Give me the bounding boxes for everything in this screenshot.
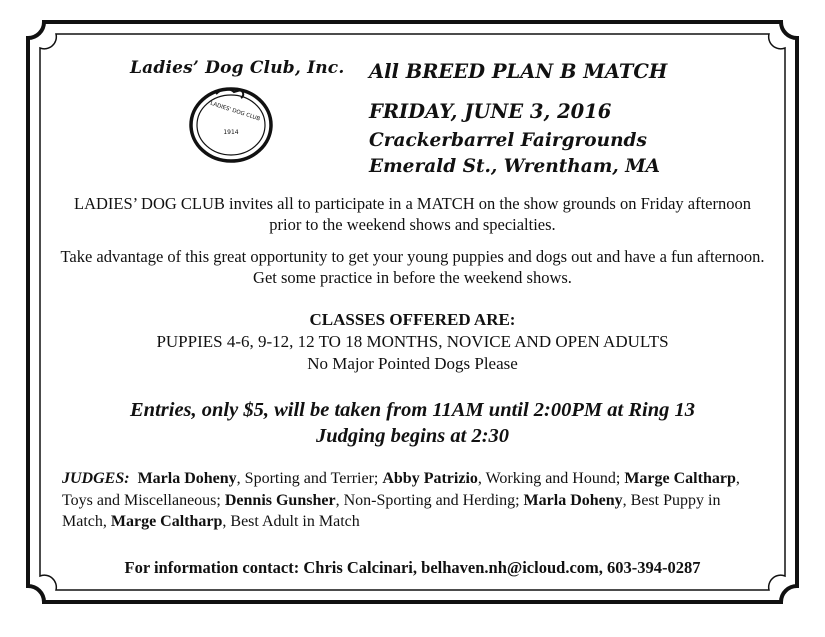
seal-year: 1914: [223, 129, 239, 136]
classes-list: PUPPIES 4-6, 9-12, 12 TO 18 MONTHS, NOVICE AND OPEN ADULTS: [156, 332, 669, 351]
judge-role: Working and Hound;: [485, 470, 625, 487]
judge-role: Best Puppy in Match,: [62, 491, 721, 530]
judge-role: Sporting and Terrier;: [244, 470, 383, 487]
contact-line: For information contact: Chris Calcinari, belhaven.nh@icloud.com, 603-394-0287: [124, 558, 701, 577]
judge-name: Marge Caltharp: [110, 513, 223, 530]
judge-role: Toys and Miscellaneous;: [62, 491, 225, 509]
judge-name: Marla Doheny: [137, 470, 237, 487]
judges-paragraph: JUDGES: Marla Doheny, Sporting and Terrier; Abby Patrizio, Working and Hound; Marge Caltharp, Toys and Miscellaneous; Dennis Gunsher, Non-Sporting and Herding; Marla Doheny, Best Puppy in Match, Marge Caltharp, Best Adult in Match: [62, 470, 740, 530]
judge-name: Abby Patrizio: [382, 470, 478, 487]
classes-heading: CLASSES OFFERED ARE:: [309, 310, 516, 329]
judge-name: Dennis Gunsher: [224, 491, 336, 509]
entries-info: Entries, only $5, will be taken from 11AM until 2:00PM at Ring 13: [130, 399, 695, 421]
club-logo-name: Ladies’ Dog Club, Inc.: [130, 58, 345, 78]
event-venue: Crackerbarrel Fairgrounds: [369, 130, 647, 151]
judging-start: Judging begins at 2:30: [315, 425, 510, 447]
judge-name: Marla Doheny: [523, 491, 623, 509]
event-date: FRIDAY, JUNE 3, 2016: [369, 100, 612, 123]
event-address: Emerald St., Wrentham, MA: [369, 156, 660, 177]
intro-paragraph: LADIES’ DOG CLUB invites all to participate in a MATCH on the show grounds on Friday afternoon prior to the weekend shows and specialties.: [73, 194, 751, 234]
classes-note: No Major Pointed Dogs Please: [307, 354, 518, 373]
seal-text: LADIES' DOG CLUB: [209, 100, 261, 123]
advice-paragraph: Take advantage of this great opportunity to get your young puppies and dogs out and have a fun afternoon. Get some practice in before the weekend shows.: [60, 247, 765, 287]
judge-role: Best Adult in Match: [230, 513, 360, 530]
event-title: All BREED PLAN B MATCH: [369, 60, 668, 83]
judge-name: Marge Caltharp: [624, 470, 736, 487]
club-seal-icon: [186, 84, 276, 166]
judge-role: Non-Sporting and Herding;: [343, 491, 524, 509]
judges-label: JUDGES:: [62, 470, 130, 487]
